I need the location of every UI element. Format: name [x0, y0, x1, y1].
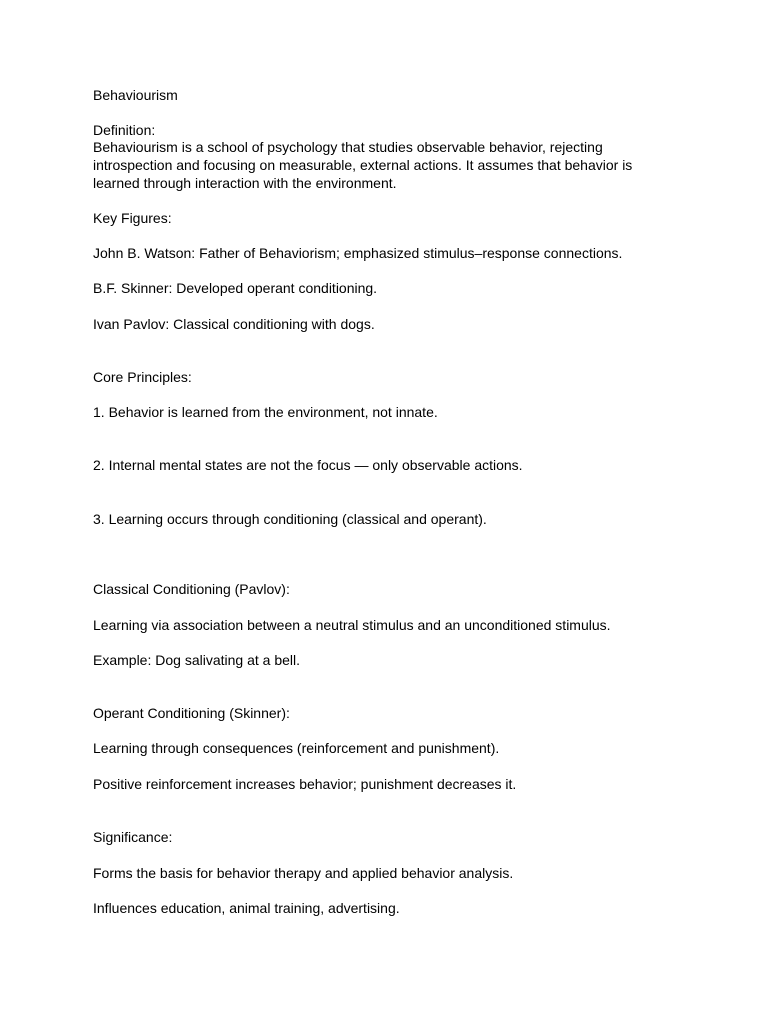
classical-conditioning-item: Learning via association between a neutral stimulus and an unconditioned stimulus.	[93, 617, 611, 633]
operant-conditioning-item: Learning through consequences (reinforcement and punishment).	[93, 740, 500, 756]
key-figures-heading: Key Figures:	[93, 210, 172, 226]
classical-conditioning-item: Example: Dog salivating at a bell.	[93, 652, 300, 668]
definition-line: introspection and focusing on measurable, external actions. It assumes that behavior is	[93, 157, 633, 173]
significance-heading: Significance:	[93, 829, 173, 845]
operant-conditioning-heading: Operant Conditioning (Skinner):	[93, 705, 290, 721]
classical-conditioning-heading: Classical Conditioning (Pavlov):	[93, 581, 290, 597]
significance-item: Forms the basis for behavior therapy and applied behavior analysis.	[93, 865, 514, 881]
significance-item: Influences education, animal training, advertising.	[93, 900, 400, 916]
core-principles-heading: Core Principles:	[93, 369, 192, 385]
definition-heading: Definition:	[93, 122, 156, 138]
document-title: Behaviourism	[93, 87, 178, 103]
core-principle-item: 3. Learning occurs through conditioning (classical and operant).	[93, 511, 487, 527]
definition-line: learned through interaction with the environment.	[93, 175, 397, 191]
operant-conditioning-item: Positive reinforcement increases behavior; punishment decreases it.	[93, 776, 517, 792]
key-figure-item: B.F. Skinner: Developed operant conditioning.	[93, 280, 378, 296]
core-principle-item: 1. Behavior is learned from the environment, not innate.	[93, 404, 438, 420]
key-figure-item: Ivan Pavlov: Classical conditioning with dogs.	[93, 316, 375, 332]
definition-line: Behaviourism is a school of psychology that studies observable behavior, rejecting	[93, 139, 603, 155]
key-figure-item: John B. Watson: Father of Behaviorism; emphasized stimulus–response connections.	[93, 245, 623, 261]
core-principle-item: 2. Internal mental states are not the focus — only observable actions.	[93, 457, 523, 473]
